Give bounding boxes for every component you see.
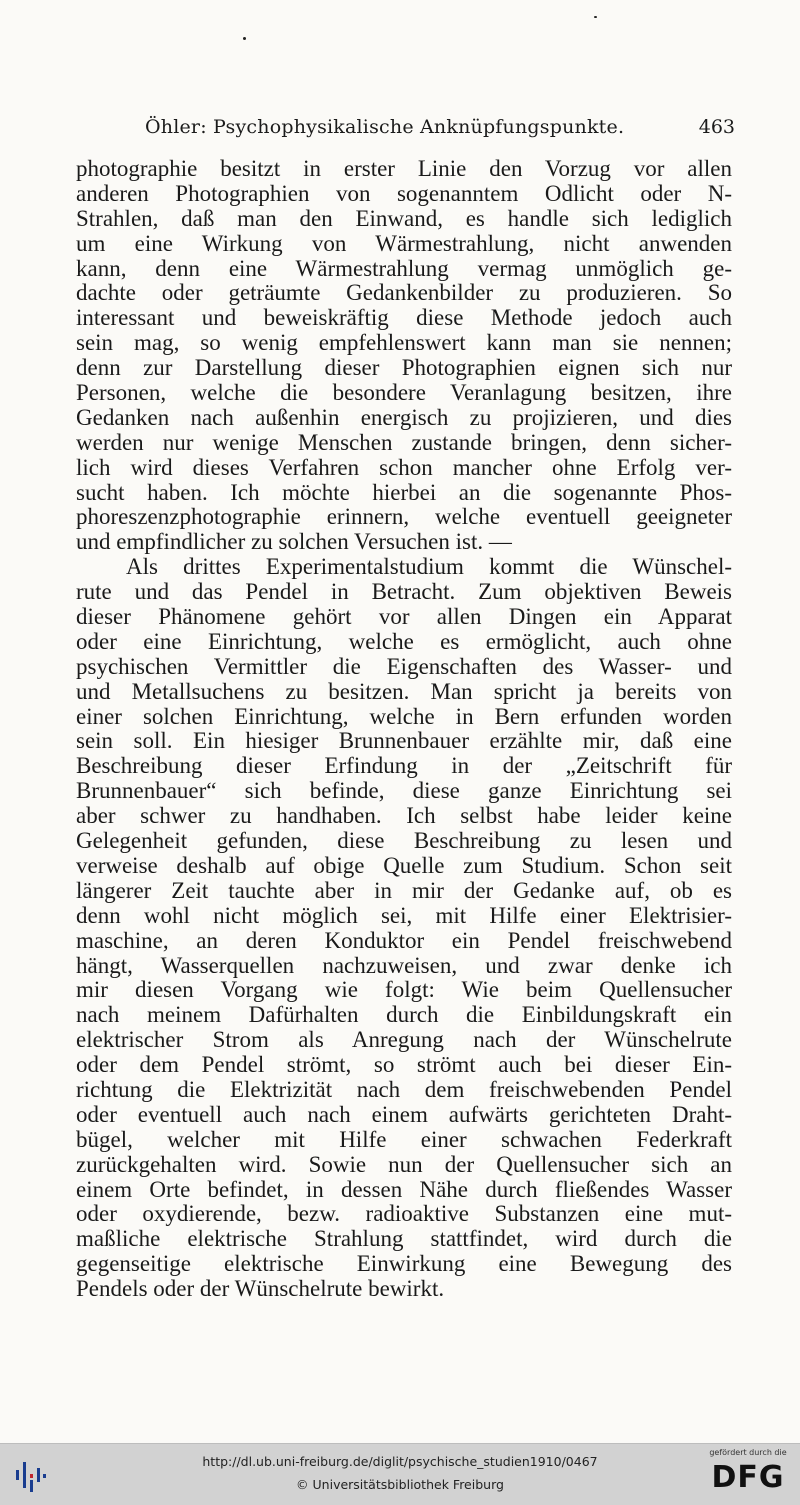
text-line: phoreszenzphotographie erinnern, welche eventuell geeigneter <box>76 504 732 530</box>
text-line: oder dem Pendel strömt, so strömt auch bei dieser Ein- <box>76 1052 732 1078</box>
text-line: denn wohl nicht möglich sei, mit Hilfe einer Elektrisier- <box>76 902 732 928</box>
text-line: verweise deshalb auf obige Quelle zum Studium. Schon seit <box>76 852 732 878</box>
text-line: sein soll. Ein hiesiger Brunnenbauer erzählte mir, daß eine <box>76 728 732 754</box>
copyright-notice: © Universitätsbibliothek Freiburg <box>296 1477 504 1492</box>
text-line: werden nur wenige Menschen zustande bringen, denn sicher- <box>76 429 732 455</box>
text-line: Personen, welche die besondere Veranlagung besitzen, ihre <box>76 380 732 406</box>
text-line: sucht haben. Ich möchte hierbei an die sogenannte Phos- <box>76 479 732 505</box>
paragraph-1 <box>76 157 732 555</box>
text-line: gegenseitige elektrische Einwirkung eine Bewegung des <box>76 1251 732 1277</box>
text-line: Beschreibung dieser Erfindung in der „Zeitschrift für <box>76 753 732 779</box>
text-line: maschine, an deren Konduktor ein Pendel freischwebend <box>76 927 732 953</box>
text-line: und Metallsuchens zu besitzen. Man spricht ja bereits von <box>76 678 732 704</box>
ub-freiburg-logo-icon <box>14 1456 48 1494</box>
text-line: Gelegenheit gefunden, diese Beschreibung zu lesen und <box>76 828 732 854</box>
body-text <box>76 157 732 1302</box>
scan-speck <box>243 37 246 40</box>
text-line: Strahlen, daß man den Einwand, es handle sich lediglich <box>76 205 732 231</box>
text-line: kann, denn eine Wärmestrahlung vermag unmöglich ge- <box>76 255 732 281</box>
text-line: sein mag, so wenig empfehlenswert kann man sie nennen; <box>76 330 732 356</box>
text-line: dieser Phänomene gehört vor allen Dingen ein Apparat <box>76 604 732 630</box>
text-line: dachte oder geträumte Gedankenbilder zu produzieren. So <box>76 280 732 306</box>
text-line: oder eventuell auch nach einem aufwärts gerichteten Draht- <box>76 1101 732 1127</box>
text-line: aber schwer zu handhaben. Ich selbst habe leider keine <box>76 803 732 829</box>
document-url[interactable]: http://dl.ub.uni-freiburg.de/diglit/psychische_studien1910/0467 <box>202 1454 598 1469</box>
text-line: photographie besitzt in erster Linie den Vorzug vor allen <box>76 156 732 181</box>
text-line: nach meinem Dafürhalten durch die Einbildungskraft ein <box>76 1002 732 1028</box>
text-line: hängt, Wasserquellen nachzuweisen, und zwar denke ich <box>76 952 732 978</box>
text-line: denn zur Darstellung dieser Photographien eignen sich nur <box>76 355 732 381</box>
scan-speck <box>594 16 597 18</box>
text-line: elektrischer Strom als Anregung nach der Wünschelrute <box>76 1027 732 1053</box>
text-line: mir diesen Vorgang wie folgt: Wie beim Quellensucher <box>76 977 732 1003</box>
dfg-mark: DFG <box>711 1460 785 1495</box>
dfg-logo <box>702 1448 794 1502</box>
text-line: richtung die Elektrizität nach dem freischwebenden Pendel <box>76 1076 732 1102</box>
dfg-caption: gefördert durch die <box>709 1448 787 1457</box>
text-line: längerer Zeit tauchte aber in mir der Gedanke auf, ob es <box>76 877 732 903</box>
text-line: bügel, welcher mit Hilfe einer schwachen Federkraft <box>76 1126 732 1152</box>
text-line: psychischen Vermittler die Eigenschaften des Wasser- und <box>76 653 732 679</box>
paragraph-2 <box>76 555 732 1302</box>
viewer-footer <box>0 1443 800 1505</box>
text-line: zurückgehalten wird. Sowie nun der Quellensucher sich an <box>76 1151 732 1177</box>
page-number: 463 <box>698 116 735 138</box>
text-line: rute und das Pendel in Betracht. Zum objektiven Beweis <box>76 579 732 605</box>
text-line: einer solchen Einrichtung, welche in Bern erfunden worden <box>76 703 732 729</box>
text-line: Pendels oder der Wünschelrute bewirkt. <box>76 1276 445 1302</box>
text-line: anderen Photographien von sogenanntem Odlicht oder N- <box>76 180 732 206</box>
text-line: oder eine Einrichtung, welche es ermöglicht, auch ohne <box>76 628 732 654</box>
text-line: einem Orte befindet, in dessen Nähe durch fließendes Wasser <box>76 1176 732 1202</box>
text-line: Brunnenbauer“ sich befinde, diese ganze Einrichtung sei <box>76 778 732 804</box>
running-head <box>145 116 735 144</box>
text-line: oder oxydierende, bezw. radioaktive Substanzen eine mut- <box>76 1201 732 1227</box>
text-line: interessant und beweiskräftig diese Methode jedoch auch <box>76 305 732 331</box>
text-line: um eine Wirkung von Wärmestrahlung, nicht anwenden <box>76 230 732 256</box>
text-line: und empfindlicher zu solchen Versuchen ist. — <box>76 529 512 555</box>
running-head-title: Öhler: Psychophysikalische Anknüpfungspunkte. <box>145 116 625 138</box>
text-line: lich wird dieses Verfahren schon mancher ohne Erfolg ver- <box>76 454 732 480</box>
text-line: Als drittes Experimentalstudium kommt die Wünschel- <box>126 554 732 580</box>
text-line: Gedanken nach außenhin energisch zu projizieren, und dies <box>76 404 732 430</box>
text-line: maßliche elektrische Strahlung stattfindet, wird durch die <box>76 1226 732 1252</box>
